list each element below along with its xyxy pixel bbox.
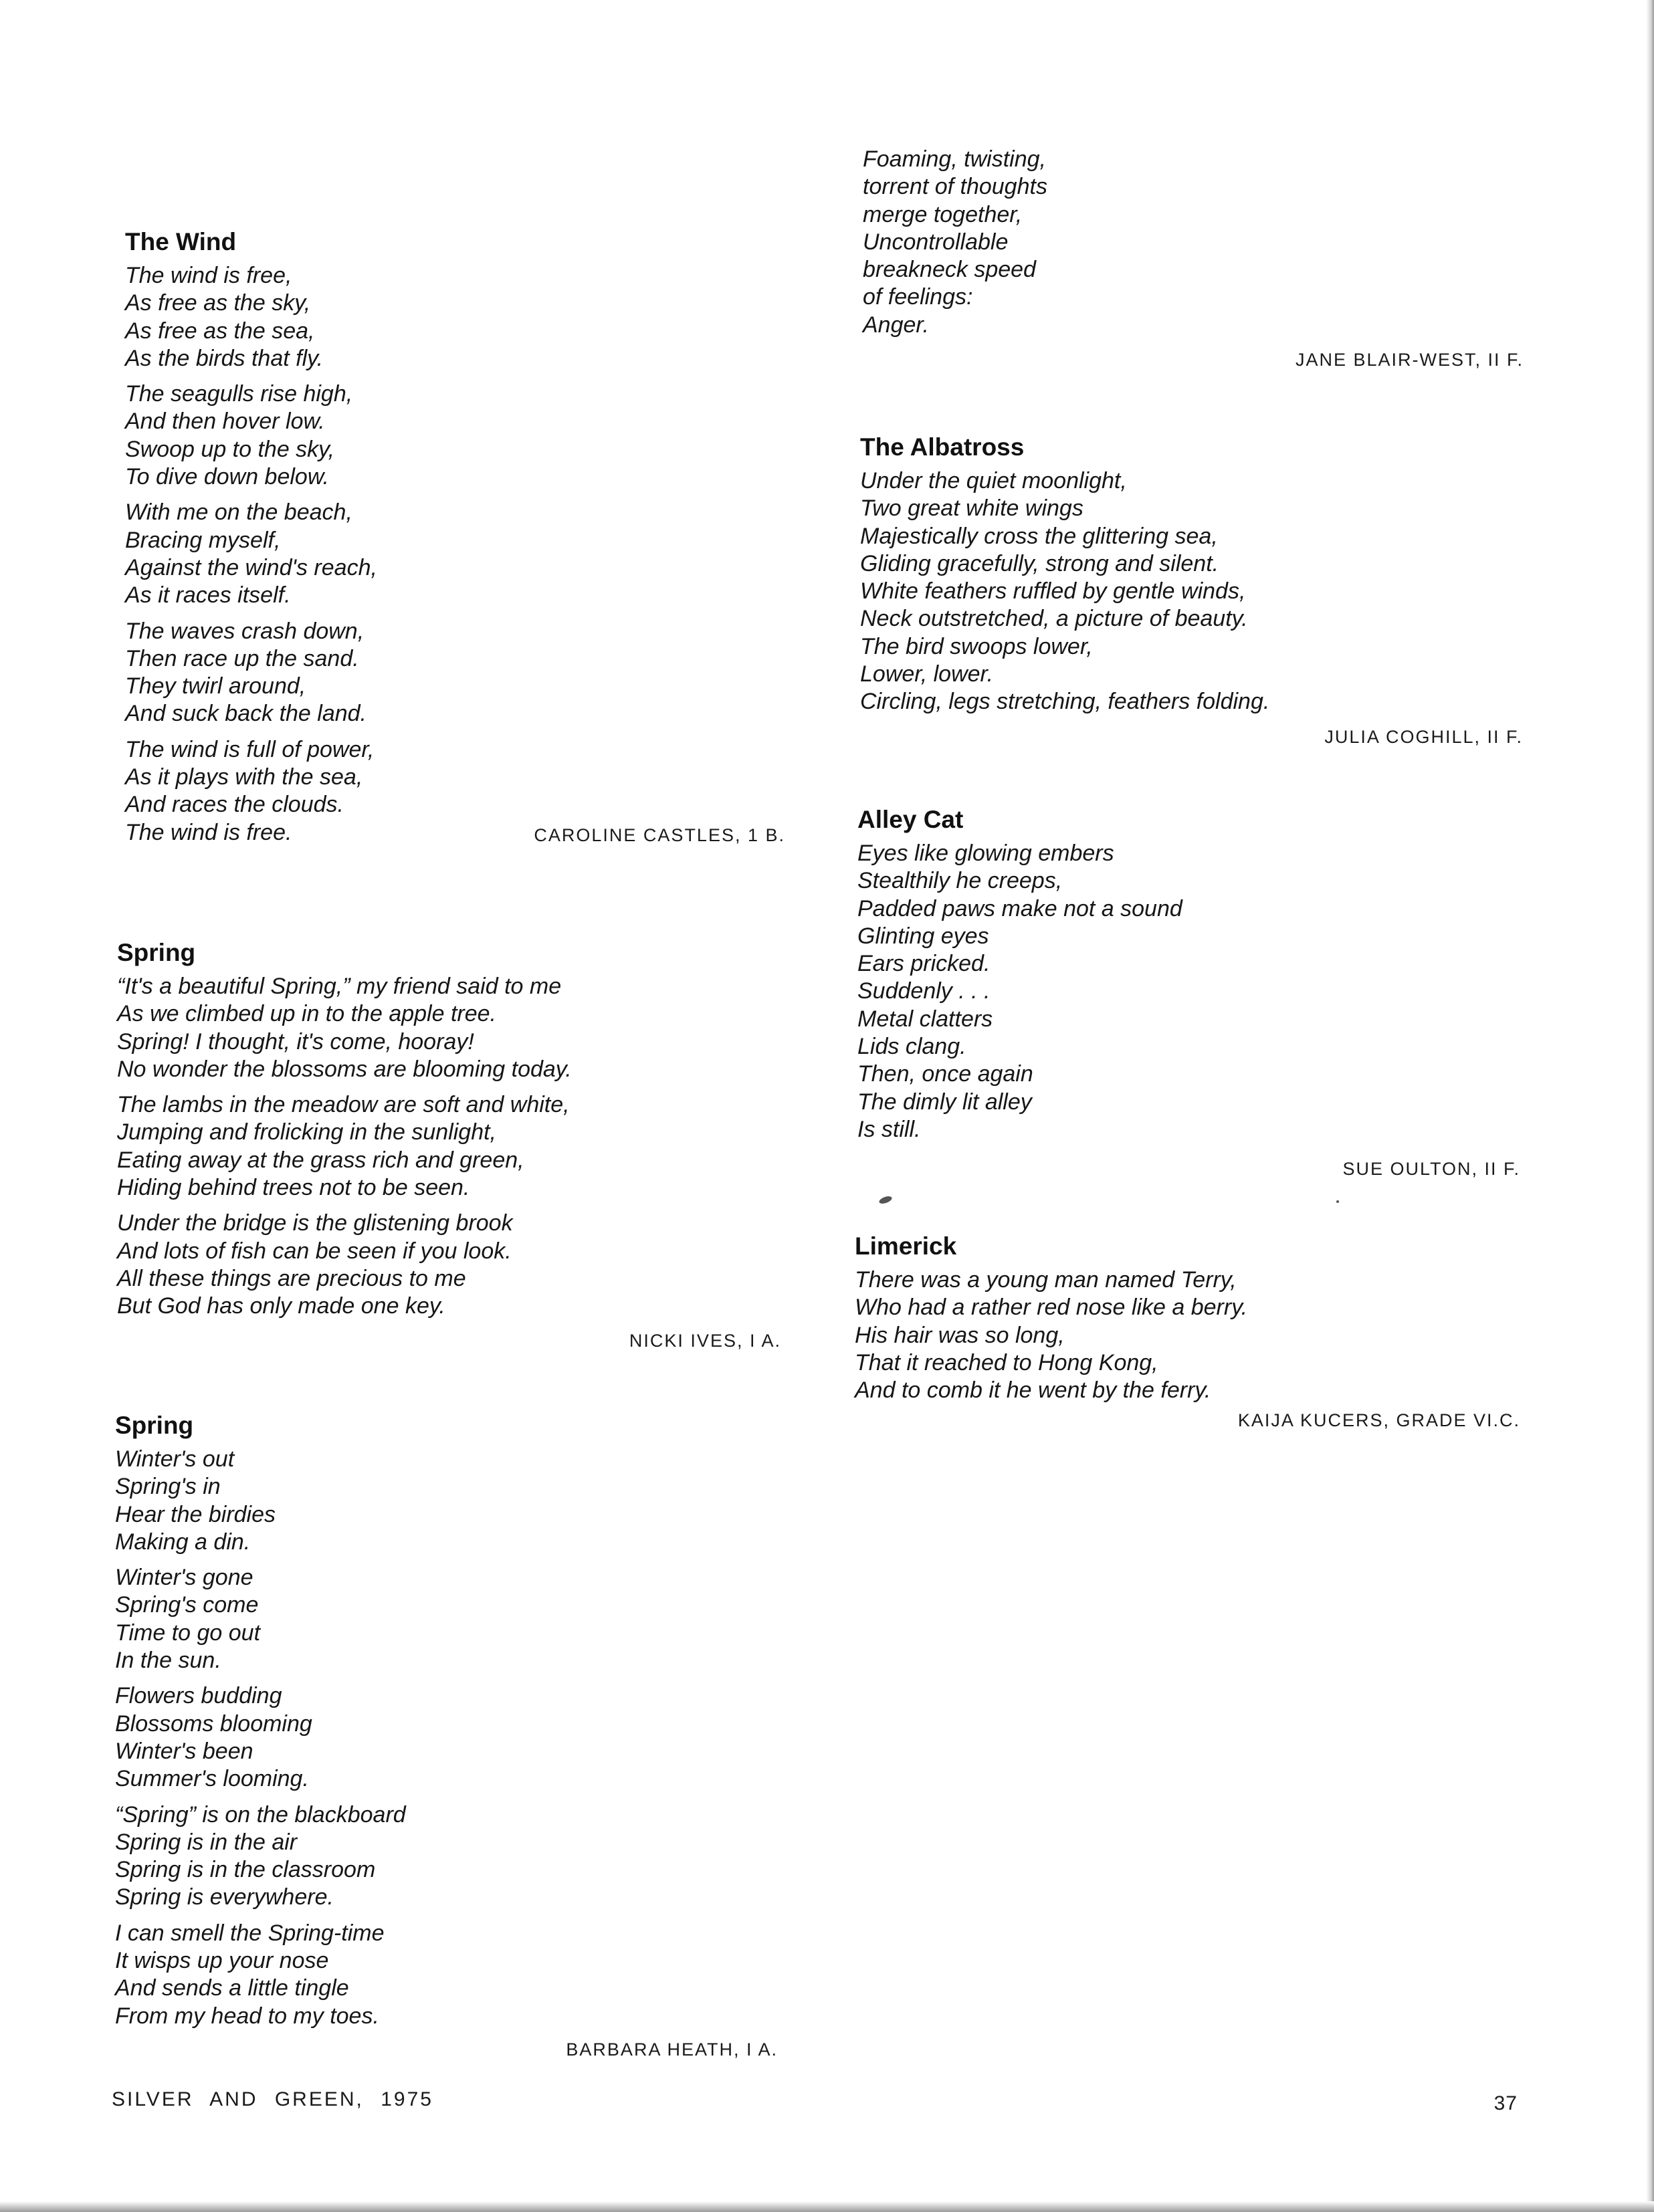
stanza (125, 262, 377, 372)
poem-line: Summer's looming. (115, 1766, 309, 1792)
poem-line: Winter's out (115, 1446, 235, 1472)
poem-the-albatross (860, 431, 1269, 716)
poem-line: Winter's gone (115, 1565, 253, 1591)
poem-line: The wind is free, (125, 263, 292, 288)
poem-line: Winter's been (115, 1738, 253, 1764)
poem-line: Metal clatters (857, 1006, 993, 1032)
poem-line: As free as the sea, (125, 318, 315, 344)
stanza (117, 973, 572, 1083)
poem-line: And then hover low. (125, 409, 325, 435)
poem-line: Under the bridge is the glistening brook (117, 1210, 513, 1236)
poem-line: Eyes like glowing embers (857, 841, 1114, 866)
poem-line: Then, once again (857, 1061, 1033, 1087)
poem-title: The Wind (125, 228, 237, 255)
stanza (115, 1920, 406, 2030)
poem-line: In the sun. (115, 1648, 221, 1674)
poem-spring-1 (117, 937, 572, 1321)
poem-line: of feelings: (863, 284, 973, 310)
poem-title: The Albatross (860, 433, 1025, 461)
stanza (117, 1091, 572, 1202)
poem-line: As it races itself. (125, 582, 291, 609)
poem-title: Spring (117, 939, 196, 966)
poem-limerick (855, 1230, 1247, 1404)
poem-line: As we climbed up in to the apple tree. (117, 1001, 496, 1027)
poem-author: BARBARA HEATH, I A. (566, 2039, 778, 2060)
stanza (125, 380, 377, 491)
poem-author: NICKI IVES, I A. (629, 1331, 781, 1351)
poem-line: “Spring” is on the blackboard (115, 1801, 406, 1828)
poem-line: The dimly lit alley (857, 1089, 1032, 1115)
scan-edge-shadow (0, 2201, 1654, 2212)
poem-line: As it plays with the sea, (125, 764, 363, 790)
poem-author: JANE BLAIR-WEST, II F. (1295, 350, 1524, 370)
poem-line: Two great white wings (860, 495, 1083, 522)
stanza (857, 840, 1182, 1143)
poem-line: Stealthily he creeps, (857, 868, 1063, 894)
poem-line: Gliding gracefully, strong and silent. (860, 550, 1219, 576)
poem-line: And to comb it he went by the ferry. (855, 1377, 1211, 1404)
poem-line: Glinting eyes (857, 923, 989, 949)
scan-edge-shadow (1646, 0, 1654, 2212)
stanza (117, 1210, 572, 1320)
poem-line: And races the clouds. (125, 792, 344, 818)
poem-line: And lots of fish can be seen if you look. (117, 1238, 512, 1264)
poem-line: Spring! I thought, it's come, hooray! (117, 1028, 474, 1055)
poem-line: Eating away at the grass rich and green, (117, 1147, 524, 1173)
stanza (125, 618, 377, 728)
poem-author: JULIA COGHILL, II F. (1324, 727, 1523, 747)
poem-author: SUE OULTON, II F. (1342, 1159, 1520, 1179)
stanza (863, 146, 1047, 339)
poem-line: Hiding behind trees not to be seen. (117, 1175, 470, 1201)
poem-line: Making a din. (115, 1529, 251, 1555)
poem-line: Bracing myself, (125, 527, 281, 553)
poem-line: Spring's in (115, 1474, 221, 1500)
stanza (125, 736, 377, 847)
poem-line: His hair was so long, (855, 1322, 1065, 1348)
poem-line: Time to go out (115, 1620, 261, 1646)
poem-title: Spring (115, 1412, 194, 1439)
poem-line: They twirl around, (125, 673, 306, 699)
poem-line: breakneck speed (863, 257, 1036, 283)
stanza (860, 467, 1269, 716)
poem-anger (863, 146, 1047, 339)
poem-line: Then race up the sand. (125, 645, 359, 671)
poem-line: And sends a little tingle (115, 1975, 349, 2001)
poem-line: Anger. (863, 312, 929, 338)
poem-line: Uncontrollable (863, 229, 1009, 255)
poem-line: The wind is full of power, (125, 736, 375, 762)
poem-line: Spring's come (115, 1592, 259, 1618)
poem-line: Swoop up to the sky, (125, 436, 335, 462)
publication-footer: SILVER AND GREEN, 1975 (112, 2088, 433, 2110)
poem-line: Flowers budding (115, 1683, 282, 1709)
poem-line: And suck back the land. (125, 701, 367, 727)
poem-title: Alley Cat (857, 806, 964, 833)
poem-line: Suddenly . . . (857, 978, 991, 1004)
poem-line: Who had a rather red nose like a berry. (855, 1295, 1248, 1321)
poem-line: Spring is everywhere. (115, 1884, 334, 1910)
poem-title: Limerick (855, 1232, 957, 1260)
poem-line: Spring is in the classroom (115, 1857, 376, 1883)
poem-line: All these things are precious to me (117, 1265, 466, 1291)
poem-line: From my head to my toes. (115, 2003, 379, 2029)
stanza (115, 1801, 406, 1912)
stanza (115, 1682, 406, 1793)
poem-line: The bird swoops lower, (860, 633, 1093, 659)
poem-line: As free as the sky, (125, 290, 311, 316)
poem-line: Padded paws make not a sound (857, 895, 1182, 921)
stanza (855, 1266, 1247, 1404)
stanza (115, 1564, 406, 1674)
poem-line: Foaming, twisting, (863, 146, 1046, 172)
poem-line: The seagulls rise high, (125, 381, 353, 407)
poem-author: CAROLINE CASTLES, 1 B. (534, 825, 785, 845)
poem-line: That it reached to Hong Kong, (855, 1349, 1158, 1375)
poem-line: White feathers ruffled by gentle winds, (860, 578, 1246, 604)
poem-line: Spring is in the air (115, 1829, 298, 1855)
poem-line: Jumping and frolicking in the sunlight, (117, 1119, 496, 1145)
poem-line: The lambs in the meadow are soft and white, (117, 1092, 570, 1118)
poem-line: But God has only made one key. (117, 1293, 445, 1319)
poem-line: The waves crash down, (125, 618, 365, 644)
scan-speck (878, 1195, 893, 1205)
poem-line: It wisps up your nose (115, 1948, 329, 1974)
stanza (125, 499, 377, 609)
scan-speck (1336, 1200, 1339, 1203)
poem-alley-cat (857, 804, 1182, 1143)
poem-line: There was a young man named Terry, (855, 1267, 1237, 1293)
poem-line: As the birds that fly. (125, 345, 324, 371)
poem-line: Under the quiet moonlight, (860, 468, 1127, 493)
poem-line: Blossoms blooming (115, 1710, 312, 1737)
page-number: 37 (1493, 2092, 1518, 2114)
poem-line: To dive down below. (125, 464, 329, 490)
poem-spring-2 (115, 1410, 406, 2030)
poem-line: Lower, lower. (860, 661, 994, 687)
poem-line: Is still. (857, 1116, 921, 1142)
poem-line: merge together, (863, 201, 1023, 227)
stanza (115, 1446, 406, 1556)
poem-line: Ears pricked. (857, 951, 991, 977)
poem-line: Majestically cross the glittering sea, (860, 523, 1218, 549)
poem-line: torrent of thoughts (863, 174, 1047, 200)
poem-line: Hear the birdies (115, 1501, 276, 1527)
poem-line: Circling, legs stretching, feathers folding. (860, 689, 1270, 715)
poem-author: KAIJA KUCERS, GRADE VI.C. (1237, 1410, 1520, 1430)
poem-line: Neck outstretched, a picture of beauty. (860, 606, 1248, 632)
poem-line: Against the wind's reach, (125, 554, 377, 580)
poem-line: With me on the beach, (125, 500, 352, 526)
poem-the-wind (125, 226, 377, 847)
poem-line: No wonder the blossoms are blooming today. (117, 1056, 572, 1082)
poem-line: I can smell the Spring-time (115, 1920, 385, 1946)
poem-line: The wind is free. (125, 819, 292, 845)
poem-line: “It's a beautiful Spring,” my friend said to me (117, 974, 562, 999)
poem-line: Lids clang. (857, 1034, 966, 1060)
